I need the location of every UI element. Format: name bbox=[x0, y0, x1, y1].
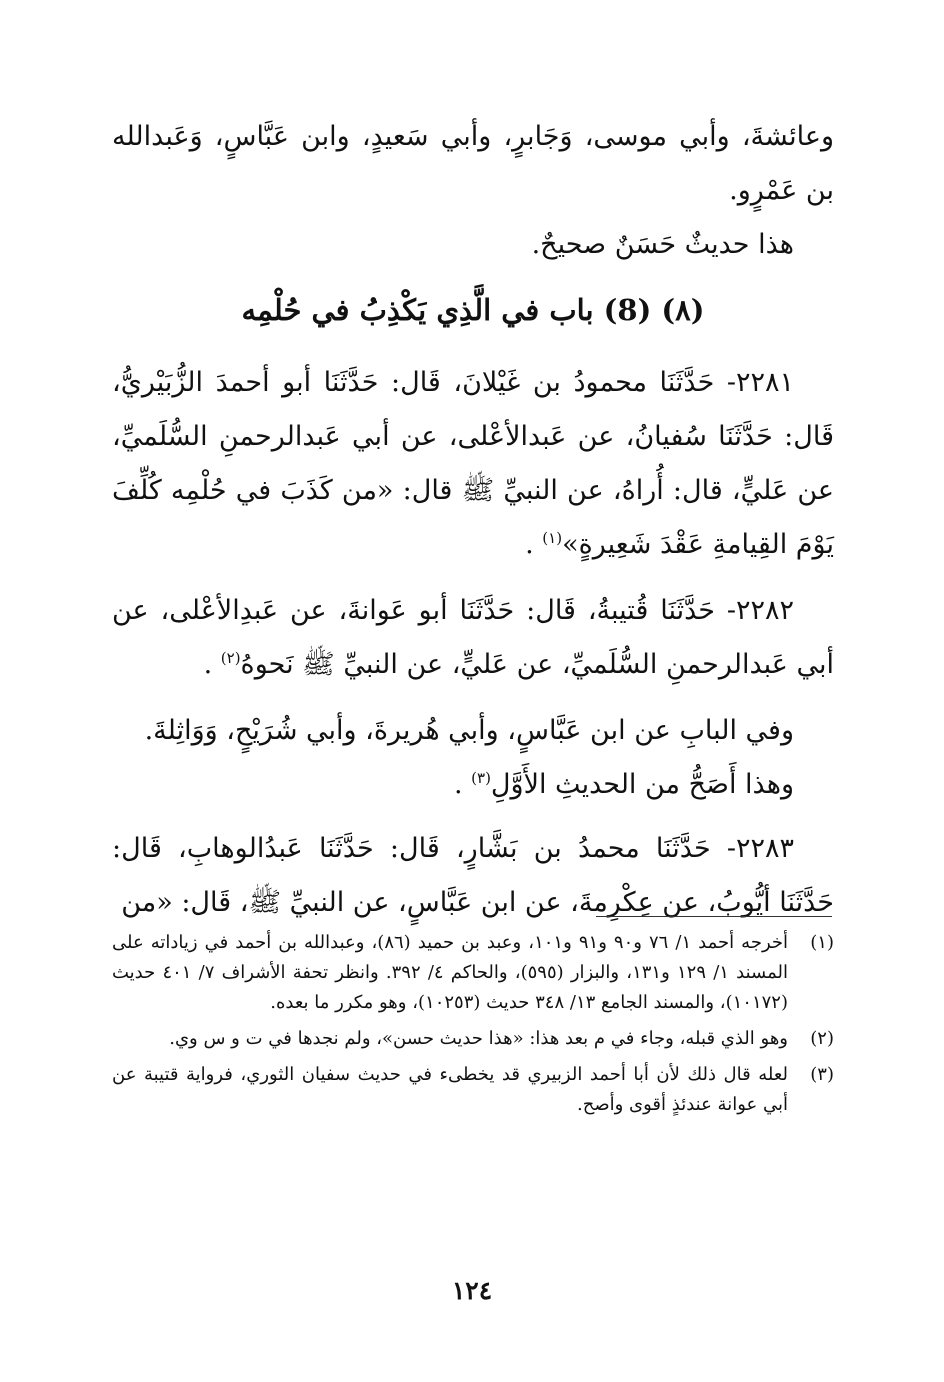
bab-line: وفي البابِ عن ابن عَبَّاسٍ، وأبي هُريرةَ، وأبي شُرَيْحٍ، وَوَاثِلةَ. bbox=[144, 715, 794, 746]
footnotes bbox=[112, 928, 834, 1126]
hadith-2282 bbox=[112, 584, 834, 692]
asahh-line-text: وهذا أَصَحُّ من الحديثِ الأَوَّلِ bbox=[490, 769, 794, 800]
footnote-divider bbox=[596, 916, 832, 917]
narrators-paragraph: وعائشةَ، وأبي موسى، وَجَابرٍ، وأبي سَعيدٍ، وابن عَبَّاسٍ، وَعَبدالله بن عَمْرٍو. bbox=[112, 121, 834, 206]
footnote-text: لعله قال ذلك لأن أبا أحمد الزبيري قد يخطىء في حديث سفيان الثوري، فرواية قتيبة عن أبي عوانة عندئذٍ أقوى وأصح. bbox=[112, 1064, 788, 1115]
footnote-number: (٣) bbox=[810, 1064, 834, 1085]
hadith-2281-tail: . bbox=[525, 529, 543, 560]
footnote-ref-2: (٢) bbox=[220, 649, 241, 667]
hadith-2281 bbox=[112, 356, 834, 572]
footnote-2 bbox=[112, 1024, 834, 1054]
asahh-line-tail: . bbox=[453, 769, 472, 800]
footnote-ref-1: (١) bbox=[542, 529, 563, 547]
hadith-2283: ٢٢٨٣- حَدَّثَنَا محمدُ بن بَشَّارٍ، قَال: حَدَّثَنَا عَبدُالوهابِ، قَال: حَدَّثَنَا أيُّوبُ، عن عِكْرِمةَ، عن ابن عَبَّاسٍ، عن النبيِّ ﷺ، قَال: «من bbox=[112, 833, 834, 918]
top-text-block bbox=[112, 110, 834, 272]
main-text-block bbox=[112, 356, 834, 930]
page-number: ١٢٤ bbox=[451, 1276, 493, 1305]
footnote-number: (٢) bbox=[810, 1028, 834, 1049]
footnote-number: (١) bbox=[810, 932, 834, 953]
hasan-sahih-line: هذا حديثٌ حَسَنٌ صحيحٌ. bbox=[531, 229, 794, 260]
footnote-ref-3: (٣) bbox=[471, 769, 491, 787]
footnote-text: وهو الذي قبله، وجاء في م بعد هذا: «هذا حديث حسن»، ولم نجدها في ت و س وي. bbox=[169, 1028, 788, 1049]
footnote-3 bbox=[112, 1060, 834, 1120]
chapter-heading: (٨) (8) باب في الَّذِي يَكْذِبُ في حُلْمِه bbox=[241, 293, 705, 327]
hadith-2281-text: ٢٢٨١- حَدَّثَنَا محمودُ بن غَيْلانَ، قَال: حَدَّثَنَا أبو أحمدَ الزُّبَيْريُّ، قَال: حَدَّثَنَا سُفيانُ، عن عَبدالأعْلى، عن أبي عَبدالرحمنِ السُّلَميِّ، عن عَليٍّ، قال: أُراهُ، عن النبيِّ ﷺ قال: «من كَذَبَ في حُلْمِه كُلِّفَ يَوْمَ القِيامةِ عَقْدَ شَعِيرةٍ» bbox=[112, 367, 834, 560]
footnote-1 bbox=[112, 928, 834, 1018]
asahh-line bbox=[112, 758, 834, 812]
hadith-2282-text: ٢٢٨٢- حَدَّثَنَا قُتيبةُ، قَال: حَدَّثَنَا أبو عَوانةَ، عن عَبدِالأعْلى، عن أبي عَبدالرحمنِ السُّلَميِّ، عن عَليٍّ، عن النبيِّ ﷺ نَحوهُ bbox=[112, 595, 834, 680]
footnote-text: أخرجه أحمد ١/ ٧٦ و٩٠ و٩١ و١٠١، وعبد بن حميد (٨٦)، وعبدالله بن أحمد في زياداته على المسند ١/ ١٢٩ و١٣١، والبزار (٥٩٥)، والحاكم ٤/ ٣٩٢. وانظر تحفة الأشراف ٧/ ٤٠١ حديث (١٠١٧٢)، والمسند الجامع ١٣/ ٣٤٨ حديث (١٠٢٥٣)، وهو مكرر ما بعده. bbox=[112, 932, 789, 1013]
hadith-2282-tail: . bbox=[203, 649, 221, 680]
